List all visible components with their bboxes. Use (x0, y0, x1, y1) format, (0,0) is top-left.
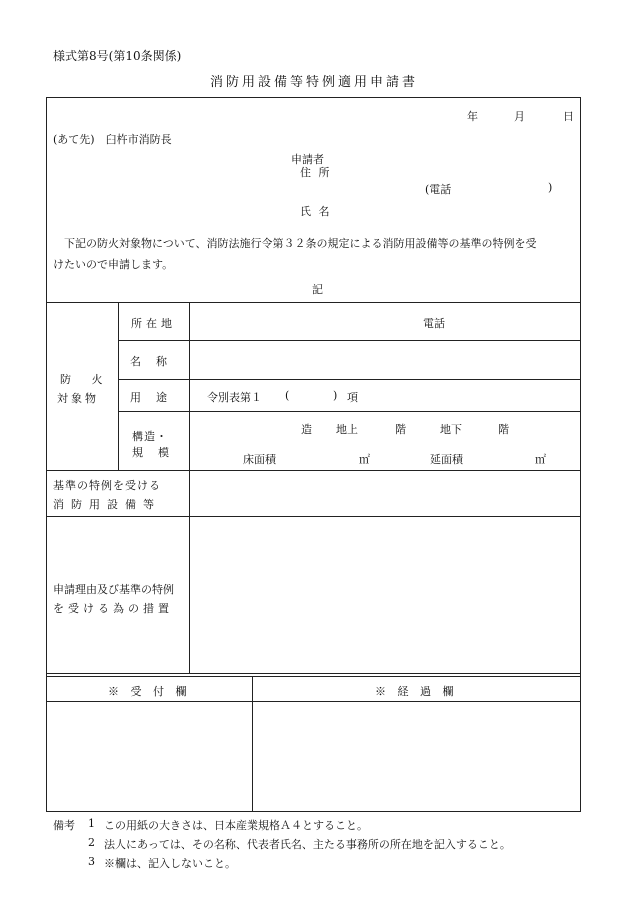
name-label: 氏 名 (300, 205, 332, 218)
total-area-label: 延面積 (430, 453, 463, 466)
special-equipment-label-2: 消防用設備等 (53, 498, 161, 511)
use-suffix: 項 (347, 391, 358, 404)
applicant-label: 申請者 (291, 153, 324, 166)
special-equipment-label-1: 基準の特例を受ける (53, 479, 161, 492)
reception-header: ※ 受 付 欄 (108, 685, 191, 698)
request-line-2: けたいので申請します。 (53, 258, 174, 271)
page-title: 消防用設備等特例適用申請書 (210, 75, 419, 90)
total-area-unit: ㎡ (535, 453, 546, 466)
floor-area-label: 床面積 (243, 453, 276, 466)
note-2-num: 2 (88, 836, 95, 849)
phone-open: (電話 (425, 183, 452, 196)
reason-label-2: を受ける為の措置 (53, 602, 173, 615)
name-row-label: 名 称 (130, 355, 169, 368)
note-3-text: ※欄は、記入しないこと。 (104, 857, 236, 870)
chijo-label: 地上 (336, 423, 358, 436)
kai-label-1: 階 (395, 423, 406, 436)
target-group-label-2: 対象物 (57, 392, 99, 405)
use-label: 用 途 (130, 391, 169, 404)
phone-close: ) (548, 181, 553, 194)
address-label: 住 所 (300, 166, 332, 179)
use-value-prefix: 令別表第１ (207, 391, 262, 404)
use-paren-close: ) (333, 389, 338, 402)
kai-label-2: 階 (498, 423, 509, 436)
chika-label: 地下 (440, 423, 462, 436)
date-year: 年 (467, 110, 478, 123)
target-group-label-1: 防 火 (60, 373, 105, 386)
note-2-text: 法人にあっては、その名称、代表者氏名、主たる事務所の所在地を記入すること。 (104, 838, 511, 851)
structure-label-2: 規 模 (132, 446, 171, 459)
date-month: 月 (514, 110, 525, 123)
ki-label: 記 (312, 283, 323, 296)
addressee: (あて先) 臼杵市消防長 (53, 133, 172, 146)
zou-label: 造 (301, 423, 312, 436)
note-1-num: 1 (88, 817, 95, 830)
request-line-1: 下記の防火対象物について、消防法施行令第３２条の規定による消防用設備等の基準の特例を受 (64, 237, 537, 250)
note-3-num: 3 (88, 855, 95, 868)
progress-header: ※ 経 過 欄 (375, 685, 458, 698)
date-day: 日 (563, 110, 574, 123)
notes-prefix: 備考 (53, 819, 75, 832)
structure-label-1: 構造・ (132, 430, 168, 443)
use-paren-open: ( (285, 389, 290, 402)
floor-area-unit: ㎡ (359, 453, 370, 466)
reason-label-1: 申請理由及び基準の特例 (53, 583, 174, 596)
location-label: 所在地 (131, 317, 176, 330)
location-phone-label: 電話 (423, 317, 445, 330)
note-1-text: この用紙の大きさは、日本産業規格Ａ４とすること。 (104, 819, 368, 832)
form-number: 様式第8号(第10条関係) (53, 49, 182, 63)
